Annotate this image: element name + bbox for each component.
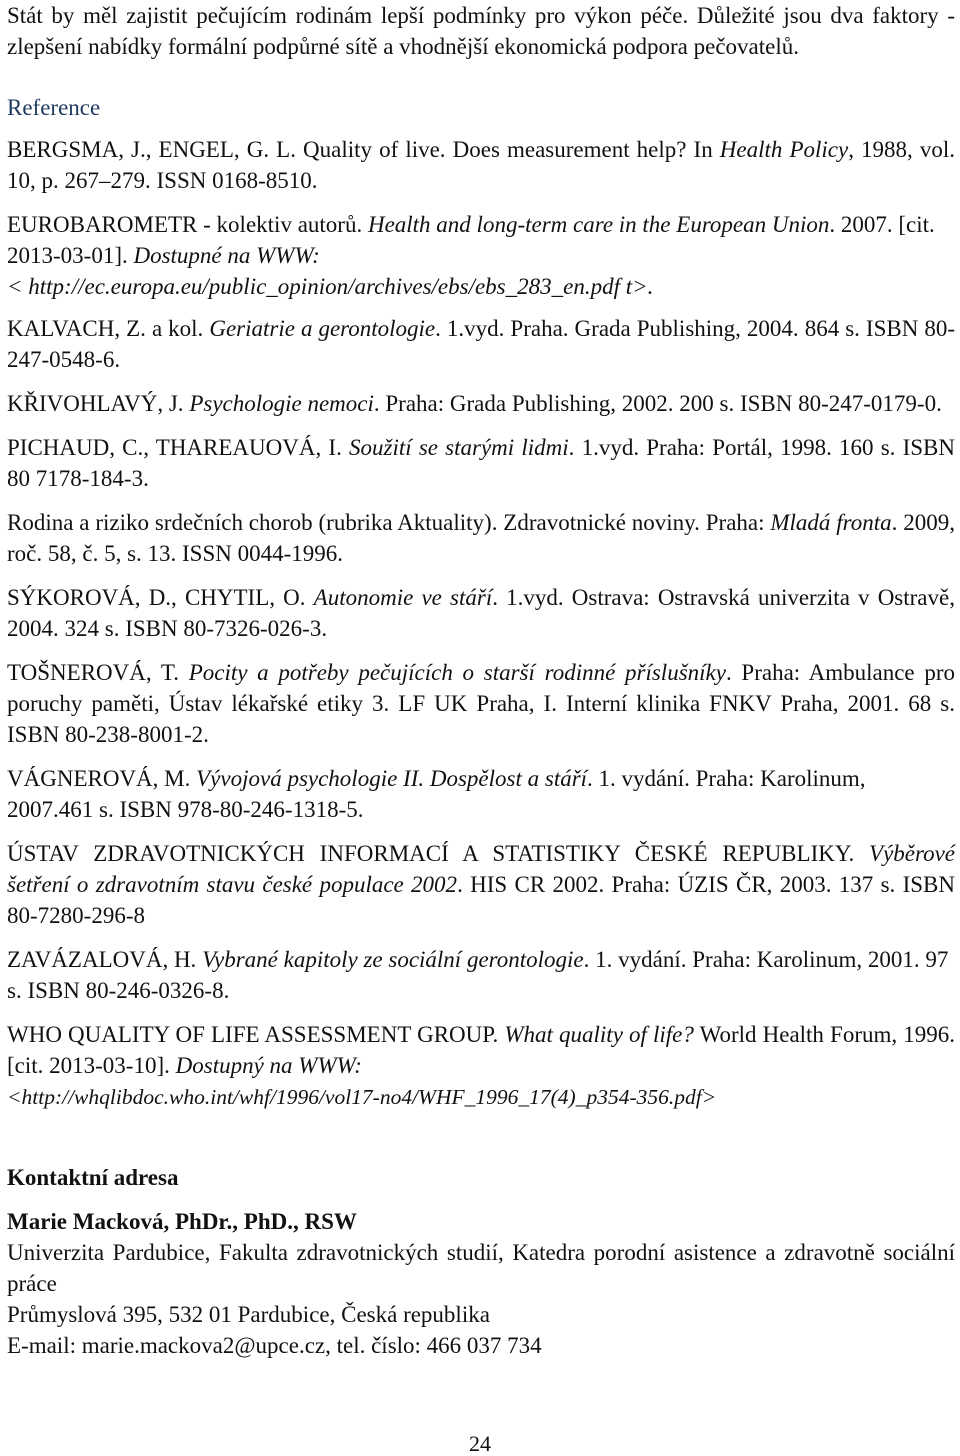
reference-authors: Rodina a riziko srdečních chorob (rubrika Aktuality). Zdravotnické noviny. Praha:	[7, 510, 771, 535]
reference-item	[7, 209, 955, 302]
reference-url[interactable]: <http://whqlibdoc.who.int/whf/1996/vol17-no4/WHF_1996_17(4)_p354-356.pdf>	[7, 1085, 717, 1109]
references-heading: Reference	[7, 95, 101, 120]
reference-authors: SÝKOROVÁ, D., CHYTIL, O.	[7, 585, 314, 610]
reference-title: Vybrané kapitoly ze sociální gerontologie	[202, 947, 584, 972]
reference-title: Výběrové šetření o zdravotním stavu české populace 2002	[7, 841, 955, 897]
reference-authors: TOŠNEROVÁ, T.	[7, 660, 189, 685]
reference-availability: Dostupný na WWW:	[175, 1053, 362, 1078]
document-page	[7, 0, 955, 1361]
reference-title: Geriatrie a gerontologie	[209, 316, 436, 341]
contact-heading: Kontaktní adresa	[7, 1165, 179, 1190]
reference-title: Soužití se starými lidmi	[349, 435, 569, 460]
page-number: 24	[469, 1431, 491, 1456]
reference-item	[7, 507, 955, 569]
reference-list	[7, 134, 955, 1113]
reference-authors: KŘIVOHLAVÝ, J.	[7, 391, 190, 416]
reference-item	[7, 944, 955, 1006]
reference-item	[7, 313, 955, 375]
reference-details: , 1988, vol. 10, p. 267–279. ISSN 0168-8510.	[7, 137, 955, 193]
reference-details: . 2009, roč. 58, č. 5, s. 13. ISSN 0044-1996.	[7, 510, 956, 566]
reference-title: Autonomie ve stáří	[313, 585, 493, 610]
reference-authors: BERGSMA, J., ENGEL, G. L. Quality of live. Does measurement help? In	[7, 137, 720, 162]
reference-details: . 1.vyd. Praha: Portál, 1998. 160 s. ISBN 80 7178-184-3.	[7, 435, 955, 491]
reference-authors: VÁGNEROVÁ, M.	[7, 766, 197, 791]
reference-item	[7, 388, 955, 419]
reference-details: . 1.vyd. Praha. Grada Publishing, 2004. 864 s. ISBN 80-247-0548-6.	[7, 316, 955, 372]
reference-title: What quality of life?	[504, 1022, 694, 1047]
reference-item	[7, 134, 955, 196]
reference-details: . HIS CR 2002. Praha: ÚZIS ČR, 2003. 137 s. ISBN 80-7280-296-8	[7, 872, 955, 928]
reference-authors: WHO QUALITY OF LIFE ASSESSMENT GROUP.	[7, 1022, 505, 1047]
reference-title: Health and long-term care in the European Union	[367, 212, 830, 237]
reference-details: World Health Forum, 1996. [cit. 2013-03-10].	[7, 1022, 956, 1078]
contact-email[interactable]: E-mail: marie.mackova2@upce.cz, tel. číslo: 466 037 734	[7, 1333, 542, 1358]
reference-details: . 1. vydání. Praha: Karolinum, 2001. 97 s. ISBN 80-246-0326-8.	[7, 947, 949, 1003]
reference-title: Mladá fronta	[770, 510, 892, 535]
reference-authors: EUROBAROMETR - kolektiv autorů.	[7, 212, 368, 237]
reference-authors: ZAVÁZALOVÁ, H.	[7, 947, 203, 972]
reference-item	[7, 763, 955, 825]
reference-item	[7, 838, 955, 931]
reference-item	[7, 1019, 955, 1113]
reference-item	[7, 657, 955, 750]
reference-authors: ÚSTAV ZDRAVOTNICKÝCH INFORMACÍ A STATISTIKY ČESKÉ REPUBLIKY.	[7, 841, 870, 866]
reference-title: Pocity a potřeby pečujících o starší rodinné příslušníky	[188, 660, 726, 685]
reference-item	[7, 582, 955, 644]
reference-item	[7, 432, 955, 494]
reference-details: . Praha: Grada Publishing, 2002. 200 s. ISBN 80-247-0179-0.	[373, 391, 942, 416]
reference-details: . 1.vyd. Ostrava: Ostravská univerzita v Ostravě, 2004. 324 s. ISBN 80-7326-026-3.	[7, 585, 955, 641]
reference-url[interactable]: < http://ec.europa.eu/public_opinion/archives/ebs/ebs_283_en.pdf t>.	[7, 274, 654, 299]
reference-authors: PICHAUD, C., THAREAUOVÁ, I.	[7, 435, 350, 460]
contact-affiliation: Univerzita Pardubice, Fakulta zdravotnických studií, Katedra porodní asistence a zdravotně sociální práce	[7, 1240, 955, 1296]
contact-address: Průmyslová 395, 532 01 Pardubice, Česká republika	[7, 1302, 490, 1327]
reference-title: Health Policy	[719, 137, 849, 162]
reference-details: . 2007. [cit. 2013-03-01].	[7, 212, 935, 268]
reference-details: . Praha: Ambulance pro poruchy paměti, Ústav lékařské etiky 3. LF UK Praha, I. Interní klinika FNKV Praha, 2001. 68 s. ISBN 80-238-8001-2.	[7, 660, 956, 747]
reference-title: Psychologie nemoci	[189, 391, 374, 416]
reference-title: Vývojová psychologie II. Dospělost a stáří	[196, 766, 588, 791]
reference-details: . 1. vydání. Praha: Karolinum, 2007.461 s. ISBN 978-80-246-1318-5.	[7, 766, 866, 822]
intro-paragraph: Stát by měl zajistit pečujícím rodinám lepší podmínky pro výkon péče. Důležité jsou dva faktory - zlepšení nabídky formální podpůrné sítě a vhodnější ekonomická podpora pečovatelů.	[7, 3, 955, 59]
reference-authors: KALVACH, Z. a kol.	[7, 316, 210, 341]
reference-availability: Dostupné na WWW:	[133, 243, 320, 268]
contact-name: Marie Macková, PhDr., PhD., RSW	[7, 1209, 357, 1234]
